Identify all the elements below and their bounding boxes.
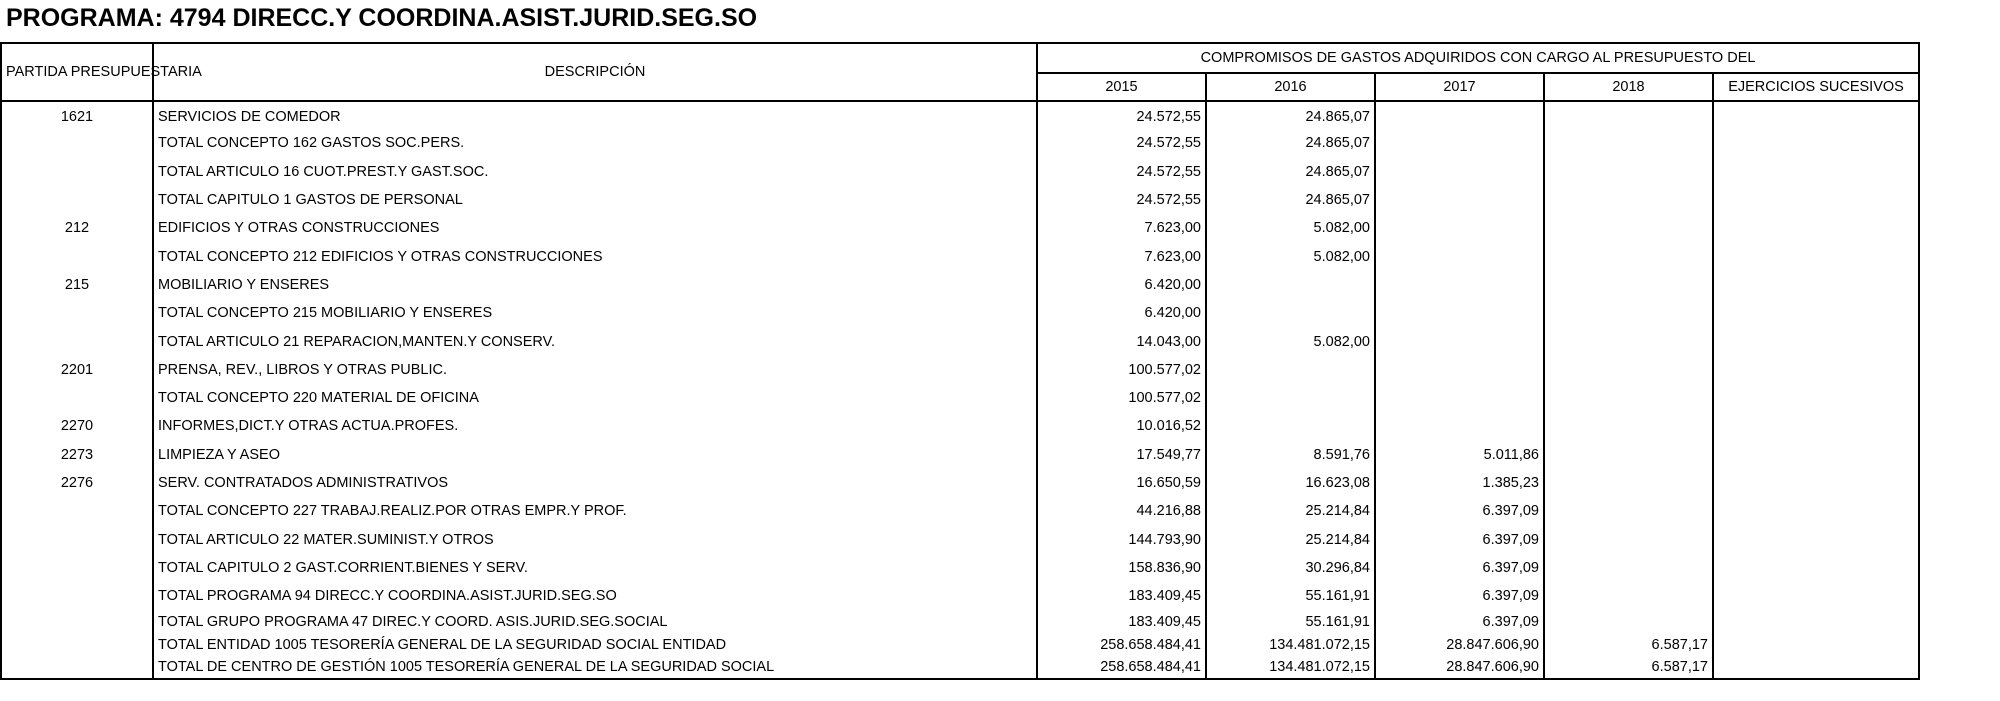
- header-ejercicios-sucesivos: EJERCICIOS SUCESIVOS: [1713, 73, 1919, 101]
- value-sucesivos-cell: [1713, 158, 1919, 186]
- description-cell: TOTAL ARTICULO 21 REPARACION,MANTEN.Y CONSERV.: [153, 327, 1037, 355]
- partida-cell: 215: [1, 271, 153, 299]
- value-2017-cell: [1375, 242, 1544, 270]
- value-2016-cell: 24.865,07: [1206, 186, 1375, 214]
- value-2016-cell: 5.082,00: [1206, 214, 1375, 242]
- value-2015-cell: 183.409,45: [1037, 582, 1206, 610]
- table-row: [1, 158, 1919, 186]
- table-row: [1, 101, 1919, 129]
- value-2016-cell: 55.161,91: [1206, 610, 1375, 633]
- description-cell: TOTAL CONCEPTO 227 TRABAJ.REALIZ.POR OTRAS EMPR.Y PROF.: [153, 497, 1037, 525]
- value-2017-cell: 6.397,09: [1375, 525, 1544, 553]
- value-2017-cell: 6.397,09: [1375, 582, 1544, 610]
- value-2017-cell: [1375, 271, 1544, 299]
- value-2018-cell: [1544, 554, 1713, 582]
- description-cell: TOTAL ENTIDAD 1005 TESORERÍA GENERAL DE LA SEGURIDAD SOCIAL ENTIDAD: [153, 633, 1037, 656]
- table-row: [1, 656, 1919, 679]
- partida-cell: 2276: [1, 469, 153, 497]
- value-2016-cell: 25.214,84: [1206, 497, 1375, 525]
- table-row: [1, 327, 1919, 355]
- partida-cell: [1, 242, 153, 270]
- value-sucesivos-cell: [1713, 129, 1919, 157]
- value-sucesivos-cell: [1713, 186, 1919, 214]
- value-2017-cell: 6.397,09: [1375, 610, 1544, 633]
- value-2017-cell: [1375, 158, 1544, 186]
- description-cell: TOTAL ARTICULO 16 CUOT.PREST.Y GAST.SOC.: [153, 158, 1037, 186]
- description-cell: SERVICIOS DE COMEDOR: [153, 101, 1037, 129]
- value-2018-cell: [1544, 384, 1713, 412]
- partida-cell: [1, 384, 153, 412]
- description-cell: PRENSA, REV., LIBROS Y OTRAS PUBLIC.: [153, 356, 1037, 384]
- value-2018-cell: 6.587,17: [1544, 633, 1713, 656]
- description-cell: TOTAL GRUPO PROGRAMA 47 DIREC.Y COORD. ASIS.JURID.SEG.SOCIAL: [153, 610, 1037, 633]
- value-2016-cell: 134.481.072,15: [1206, 656, 1375, 679]
- table-row: [1, 214, 1919, 242]
- value-2016-cell: 24.865,07: [1206, 101, 1375, 129]
- value-sucesivos-cell: [1713, 525, 1919, 553]
- description-cell: TOTAL ARTICULO 22 MATER.SUMINIST.Y OTROS: [153, 525, 1037, 553]
- table-row: [1, 610, 1919, 633]
- value-2015-cell: 258.658.484,41: [1037, 656, 1206, 679]
- partida-cell: 2270: [1, 412, 153, 440]
- partida-cell: [1, 129, 153, 157]
- table-row: [1, 356, 1919, 384]
- value-2018-cell: [1544, 497, 1713, 525]
- partida-cell: [1, 525, 153, 553]
- value-2017-cell: 28.847.606,90: [1375, 656, 1544, 679]
- value-2018-cell: [1544, 412, 1713, 440]
- value-2017-cell: 5.011,86: [1375, 441, 1544, 469]
- partida-cell: [1, 610, 153, 633]
- value-2016-cell: 5.082,00: [1206, 242, 1375, 270]
- header-descripcion: DESCRIPCIÓN: [153, 43, 1037, 101]
- value-2015-cell: 17.549,77: [1037, 441, 1206, 469]
- partida-cell: [1, 186, 153, 214]
- value-2016-cell: 24.865,07: [1206, 158, 1375, 186]
- value-2018-cell: 6.587,17: [1544, 656, 1713, 679]
- value-2018-cell: [1544, 214, 1713, 242]
- header-year-2018: 2018: [1544, 73, 1713, 101]
- table-row: [1, 412, 1919, 440]
- value-2017-cell: 6.397,09: [1375, 497, 1544, 525]
- value-2015-cell: 158.836,90: [1037, 554, 1206, 582]
- header-year-2017: 2017: [1375, 73, 1544, 101]
- value-2015-cell: 24.572,55: [1037, 101, 1206, 129]
- table-row: [1, 129, 1919, 157]
- value-2018-cell: [1544, 610, 1713, 633]
- value-2015-cell: 24.572,55: [1037, 158, 1206, 186]
- value-2015-cell: 7.623,00: [1037, 242, 1206, 270]
- value-sucesivos-cell: [1713, 469, 1919, 497]
- description-cell: MOBILIARIO Y ENSERES: [153, 271, 1037, 299]
- header-compromisos: COMPROMISOS DE GASTOS ADQUIRIDOS CON CARGO AL PRESUPUESTO DEL: [1037, 43, 1919, 73]
- value-2018-cell: [1544, 525, 1713, 553]
- header-year-2016: 2016: [1206, 73, 1375, 101]
- partida-cell: [1, 656, 153, 679]
- value-2015-cell: 7.623,00: [1037, 214, 1206, 242]
- table-row: [1, 271, 1919, 299]
- value-2015-cell: 183.409,45: [1037, 610, 1206, 633]
- header-year-2015: 2015: [1037, 73, 1206, 101]
- value-2015-cell: 44.216,88: [1037, 497, 1206, 525]
- description-cell: TOTAL CAPITULO 1 GASTOS DE PERSONAL: [153, 186, 1037, 214]
- table-row: [1, 469, 1919, 497]
- value-2016-cell: 24.865,07: [1206, 129, 1375, 157]
- value-2017-cell: 1.385,23: [1375, 469, 1544, 497]
- value-2017-cell: [1375, 214, 1544, 242]
- partida-cell: 1621: [1, 101, 153, 129]
- value-2017-cell: [1375, 327, 1544, 355]
- value-2016-cell: [1206, 299, 1375, 327]
- value-2018-cell: [1544, 469, 1713, 497]
- value-2017-cell: [1375, 384, 1544, 412]
- description-cell: TOTAL CONCEPTO 220 MATERIAL DE OFICINA: [153, 384, 1037, 412]
- value-2016-cell: 25.214,84: [1206, 525, 1375, 553]
- table-row: [1, 242, 1919, 270]
- value-2015-cell: 24.572,55: [1037, 186, 1206, 214]
- header-partida: PARTIDA PRESUPUESTARIA: [1, 43, 153, 101]
- value-2015-cell: 24.572,55: [1037, 129, 1206, 157]
- table-row: [1, 554, 1919, 582]
- table-row: [1, 299, 1919, 327]
- table-row: [1, 633, 1919, 656]
- value-sucesivos-cell: [1713, 412, 1919, 440]
- value-2015-cell: 6.420,00: [1037, 299, 1206, 327]
- value-2015-cell: 258.658.484,41: [1037, 633, 1206, 656]
- partida-cell: [1, 633, 153, 656]
- value-sucesivos-cell: [1713, 582, 1919, 610]
- value-2017-cell: [1375, 129, 1544, 157]
- description-cell: TOTAL CAPITULO 2 GAST.CORRIENT.BIENES Y SERV.: [153, 554, 1037, 582]
- value-sucesivos-cell: [1713, 101, 1919, 129]
- value-2015-cell: 16.650,59: [1037, 469, 1206, 497]
- partida-cell: [1, 158, 153, 186]
- value-sucesivos-cell: [1713, 384, 1919, 412]
- value-2017-cell: 6.397,09: [1375, 554, 1544, 582]
- value-2017-cell: 28.847.606,90: [1375, 633, 1544, 656]
- description-cell: TOTAL DE CENTRO DE GESTIÓN 1005 TESORERÍA GENERAL DE LA SEGURIDAD SOCIAL: [153, 656, 1037, 679]
- description-cell: TOTAL PROGRAMA 94 DIRECC.Y COORDINA.ASIST.JURID.SEG.SO: [153, 582, 1037, 610]
- value-2015-cell: 100.577,02: [1037, 384, 1206, 412]
- value-sucesivos-cell: [1713, 327, 1919, 355]
- value-2015-cell: 144.793,90: [1037, 525, 1206, 553]
- value-2017-cell: [1375, 356, 1544, 384]
- partida-cell: [1, 327, 153, 355]
- value-2018-cell: [1544, 242, 1713, 270]
- value-2016-cell: 5.082,00: [1206, 327, 1375, 355]
- value-2018-cell: [1544, 129, 1713, 157]
- value-2018-cell: [1544, 101, 1713, 129]
- description-cell: TOTAL CONCEPTO 215 MOBILIARIO Y ENSERES: [153, 299, 1037, 327]
- value-2018-cell: [1544, 441, 1713, 469]
- table-row: [1, 186, 1919, 214]
- description-cell: TOTAL CONCEPTO 162 GASTOS SOC.PERS.: [153, 129, 1037, 157]
- partida-cell: 212: [1, 214, 153, 242]
- value-2016-cell: 55.161,91: [1206, 582, 1375, 610]
- value-sucesivos-cell: [1713, 497, 1919, 525]
- value-sucesivos-cell: [1713, 441, 1919, 469]
- value-2018-cell: [1544, 582, 1713, 610]
- page-title: PROGRAMA: 4794 DIRECC.Y COORDINA.ASIST.JURID.SEG.SO: [6, 4, 758, 32]
- table-row: [1, 497, 1919, 525]
- value-2016-cell: 16.623,08: [1206, 469, 1375, 497]
- table-row: [1, 525, 1919, 553]
- value-2017-cell: [1375, 299, 1544, 327]
- value-2016-cell: 8.591,76: [1206, 441, 1375, 469]
- value-sucesivos-cell: [1713, 214, 1919, 242]
- table-row: [1, 441, 1919, 469]
- value-2018-cell: [1544, 271, 1713, 299]
- value-sucesivos-cell: [1713, 356, 1919, 384]
- value-2018-cell: [1544, 186, 1713, 214]
- value-2016-cell: 30.296,84: [1206, 554, 1375, 582]
- value-sucesivos-cell: [1713, 299, 1919, 327]
- value-sucesivos-cell: [1713, 656, 1919, 679]
- value-2016-cell: [1206, 384, 1375, 412]
- table-row: [1, 582, 1919, 610]
- partida-cell: 2201: [1, 356, 153, 384]
- value-sucesivos-cell: [1713, 242, 1919, 270]
- value-2018-cell: [1544, 327, 1713, 355]
- value-2016-cell: [1206, 356, 1375, 384]
- description-cell: TOTAL CONCEPTO 212 EDIFICIOS Y OTRAS CONSTRUCCIONES: [153, 242, 1037, 270]
- value-2017-cell: [1375, 412, 1544, 440]
- value-2016-cell: [1206, 271, 1375, 299]
- value-sucesivos-cell: [1713, 610, 1919, 633]
- value-2016-cell: 134.481.072,15: [1206, 633, 1375, 656]
- partida-cell: [1, 497, 153, 525]
- value-2017-cell: [1375, 101, 1544, 129]
- description-cell: INFORMES,DICT.Y OTRAS ACTUA.PROFES.: [153, 412, 1037, 440]
- description-cell: SERV. CONTRATADOS ADMINISTRATIVOS: [153, 469, 1037, 497]
- description-cell: EDIFICIOS Y OTRAS CONSTRUCCIONES: [153, 214, 1037, 242]
- value-2017-cell: [1375, 186, 1544, 214]
- value-sucesivos-cell: [1713, 554, 1919, 582]
- partida-cell: [1, 554, 153, 582]
- partida-cell: [1, 299, 153, 327]
- table-row: [1, 384, 1919, 412]
- value-2015-cell: 14.043,00: [1037, 327, 1206, 355]
- value-sucesivos-cell: [1713, 633, 1919, 656]
- value-2015-cell: 6.420,00: [1037, 271, 1206, 299]
- partida-cell: [1, 582, 153, 610]
- value-2018-cell: [1544, 299, 1713, 327]
- value-2015-cell: 10.016,52: [1037, 412, 1206, 440]
- description-cell: LIMPIEZA Y ASEO: [153, 441, 1037, 469]
- value-2018-cell: [1544, 158, 1713, 186]
- commitments-table: [0, 42, 1920, 680]
- value-2016-cell: [1206, 412, 1375, 440]
- value-2018-cell: [1544, 356, 1713, 384]
- partida-cell: 2273: [1, 441, 153, 469]
- value-2015-cell: 100.577,02: [1037, 356, 1206, 384]
- value-sucesivos-cell: [1713, 271, 1919, 299]
